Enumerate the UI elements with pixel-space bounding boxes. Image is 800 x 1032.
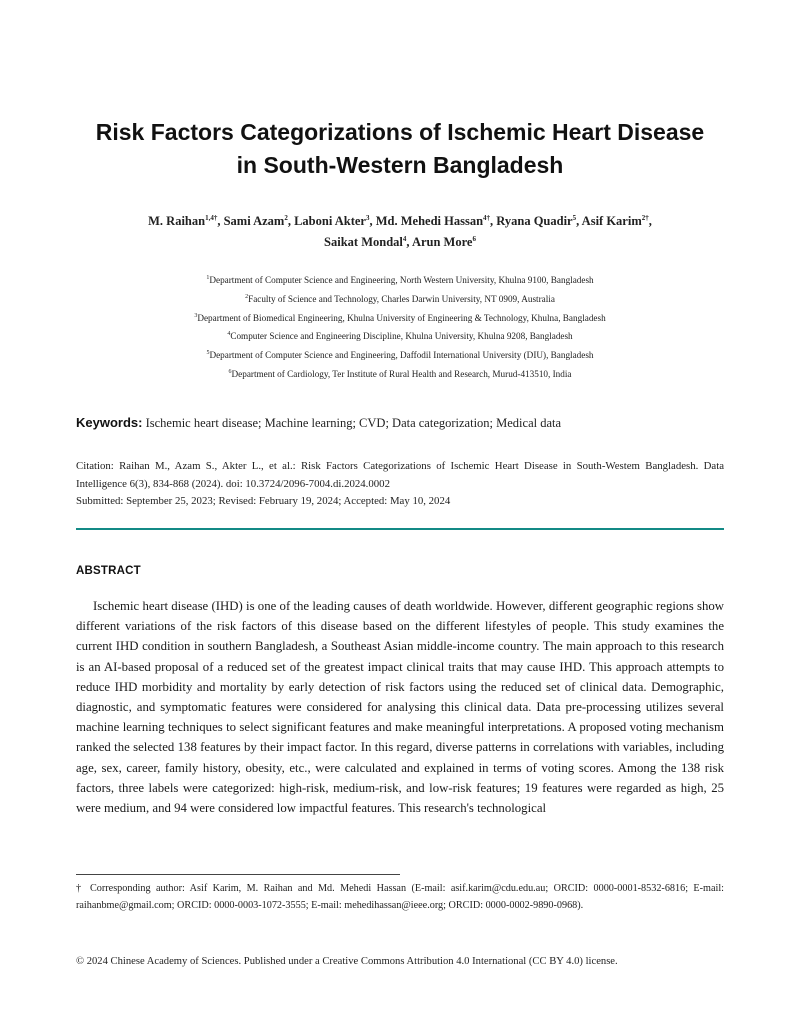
affiliation: $^2$Faculty of Science and Technology, Charles Darwin University, NT 0909, Australia <box>245 293 555 304</box>
affiliation: $^5$Department of Computer Science and Engineering, Daffodil International University (DIU), Bangladesh <box>206 350 594 361</box>
submission-dates: Submitted: September 25, 2023; Revised: February 19, 2024; Accepted: May 10, 2024 <box>76 495 451 507</box>
footnote-divider <box>76 874 400 875</box>
author: Md. Mehedi Hassan$^{4\dagger}$, <box>375 213 497 228</box>
keywords-text: Ischemic heart disease; Machine learning; CVD; Data categorization; Medical data <box>145 416 562 430</box>
author: Saikat Mondal$^4$, <box>324 234 412 249</box>
citation: Citation: Raihan M., Azam S., Akter L., et al.: Risk Factors Categorizations of Ischemic Heart Disease in South-Westem Bangladesh. Data Intelligence 6(3), 834-868 (2024). doi: 10.3724/2096-7004.di.2024.0002 <box>76 460 724 490</box>
affiliation: $^4$Computer Science and Engineering Discipline, Khulna University, Khulna 9208, Bangladesh <box>227 331 573 342</box>
title-line-2: in South-Western Bangladesh <box>236 152 564 178</box>
author: Arun More$^6$ <box>411 234 476 249</box>
footnote <box>76 881 724 914</box>
abstract-text: Ischemic heart disease (IHD) is one of the leading causes of death worldwide. However, different geographic regions show different variations of the risk factors of this disease based on the different lifestyles of people. This study examines the current IHD condition in southern Bangladesh, a Southeast Asian middle-income country. The main approach to this research is an AI-based proposal of a reduced set of the greatest impact clinical traits that may cause IHD. This approach attempts to reduce IHD morbidity and mortality by early detection of risk factors using the reduced set of clinical data. Demographic, diagnostic, and symptomatic features were considered for analysing this clinical data. Data pre-processing utilizes several machine learning techniques to select significant features and make meaningful interpretations. A proposed voting mechanism ranked the selected 138 features by their impact factor. In this regard, diverse patterns in correlations with variables, including age, sex, career, family history, obesity, etc., were calculated and explained in terms of voting scores. Among the 138 risk factors, three labels were categorized: high-risk, medium-risk, and low-risk features; 19 features were regarded as high, 25 were medium, and 94 were considered low impactful features. This research's technological <box>76 599 724 816</box>
author-line-1 <box>40 211 760 232</box>
author: Asif Karim$^{2\dagger}$, <box>581 213 652 228</box>
copyright-notice: © 2024 Chinese Academy of Sciences. Published under a Creative Commons Attribution 4.0 International (CC BY 4.0) license. <box>76 956 618 967</box>
author: M. Raihan$^{1,4\dagger}$, <box>148 213 224 228</box>
paper-title <box>40 116 760 182</box>
affiliation: $^3$Department of Biomedical Engineering, Khulna University of Engineering & Technology, Khulna, Bangladesh <box>194 312 606 323</box>
footnote-text: Corresponding author: Asif Karim, M. Raihan and Md. Mehedi Hassan (E-mail: asif.karim@cdu.edu.au; ORCID: 0000-0001-8532-6816; E-mail: raihanbme@gmail.com; ORCID: 0000-0003-1072-3555; E-mail: mehedihassan@ieee.org; ORCID: 0000-0002-9890-0968). <box>76 883 724 911</box>
affiliation-list <box>40 271 760 384</box>
affiliation: $^6$Department of Cardiology, Ter Institute of Rural Health and Research, Murud-413510, India <box>228 368 572 379</box>
abstract-heading: ABSTRACT <box>76 565 141 577</box>
section-divider <box>76 528 724 530</box>
author: Laboni Akter$^3$, <box>294 213 376 228</box>
author-list <box>40 211 760 253</box>
keywords-label: Keywords: <box>76 415 143 430</box>
footnote-mark: † <box>76 883 82 894</box>
author: Sami Azam$^2$, <box>223 213 295 228</box>
affiliation: $^1$Department of Computer Science and Engineering, North Western University, Khulna 9100, Bangladesh <box>206 274 594 285</box>
author: Ryana Quadir$^5$, <box>496 213 582 228</box>
keywords <box>76 415 726 431</box>
author-line-2 <box>40 232 760 253</box>
title-line-1: Risk Factors Categorizations of Ischemic Heart Disease <box>95 119 705 145</box>
